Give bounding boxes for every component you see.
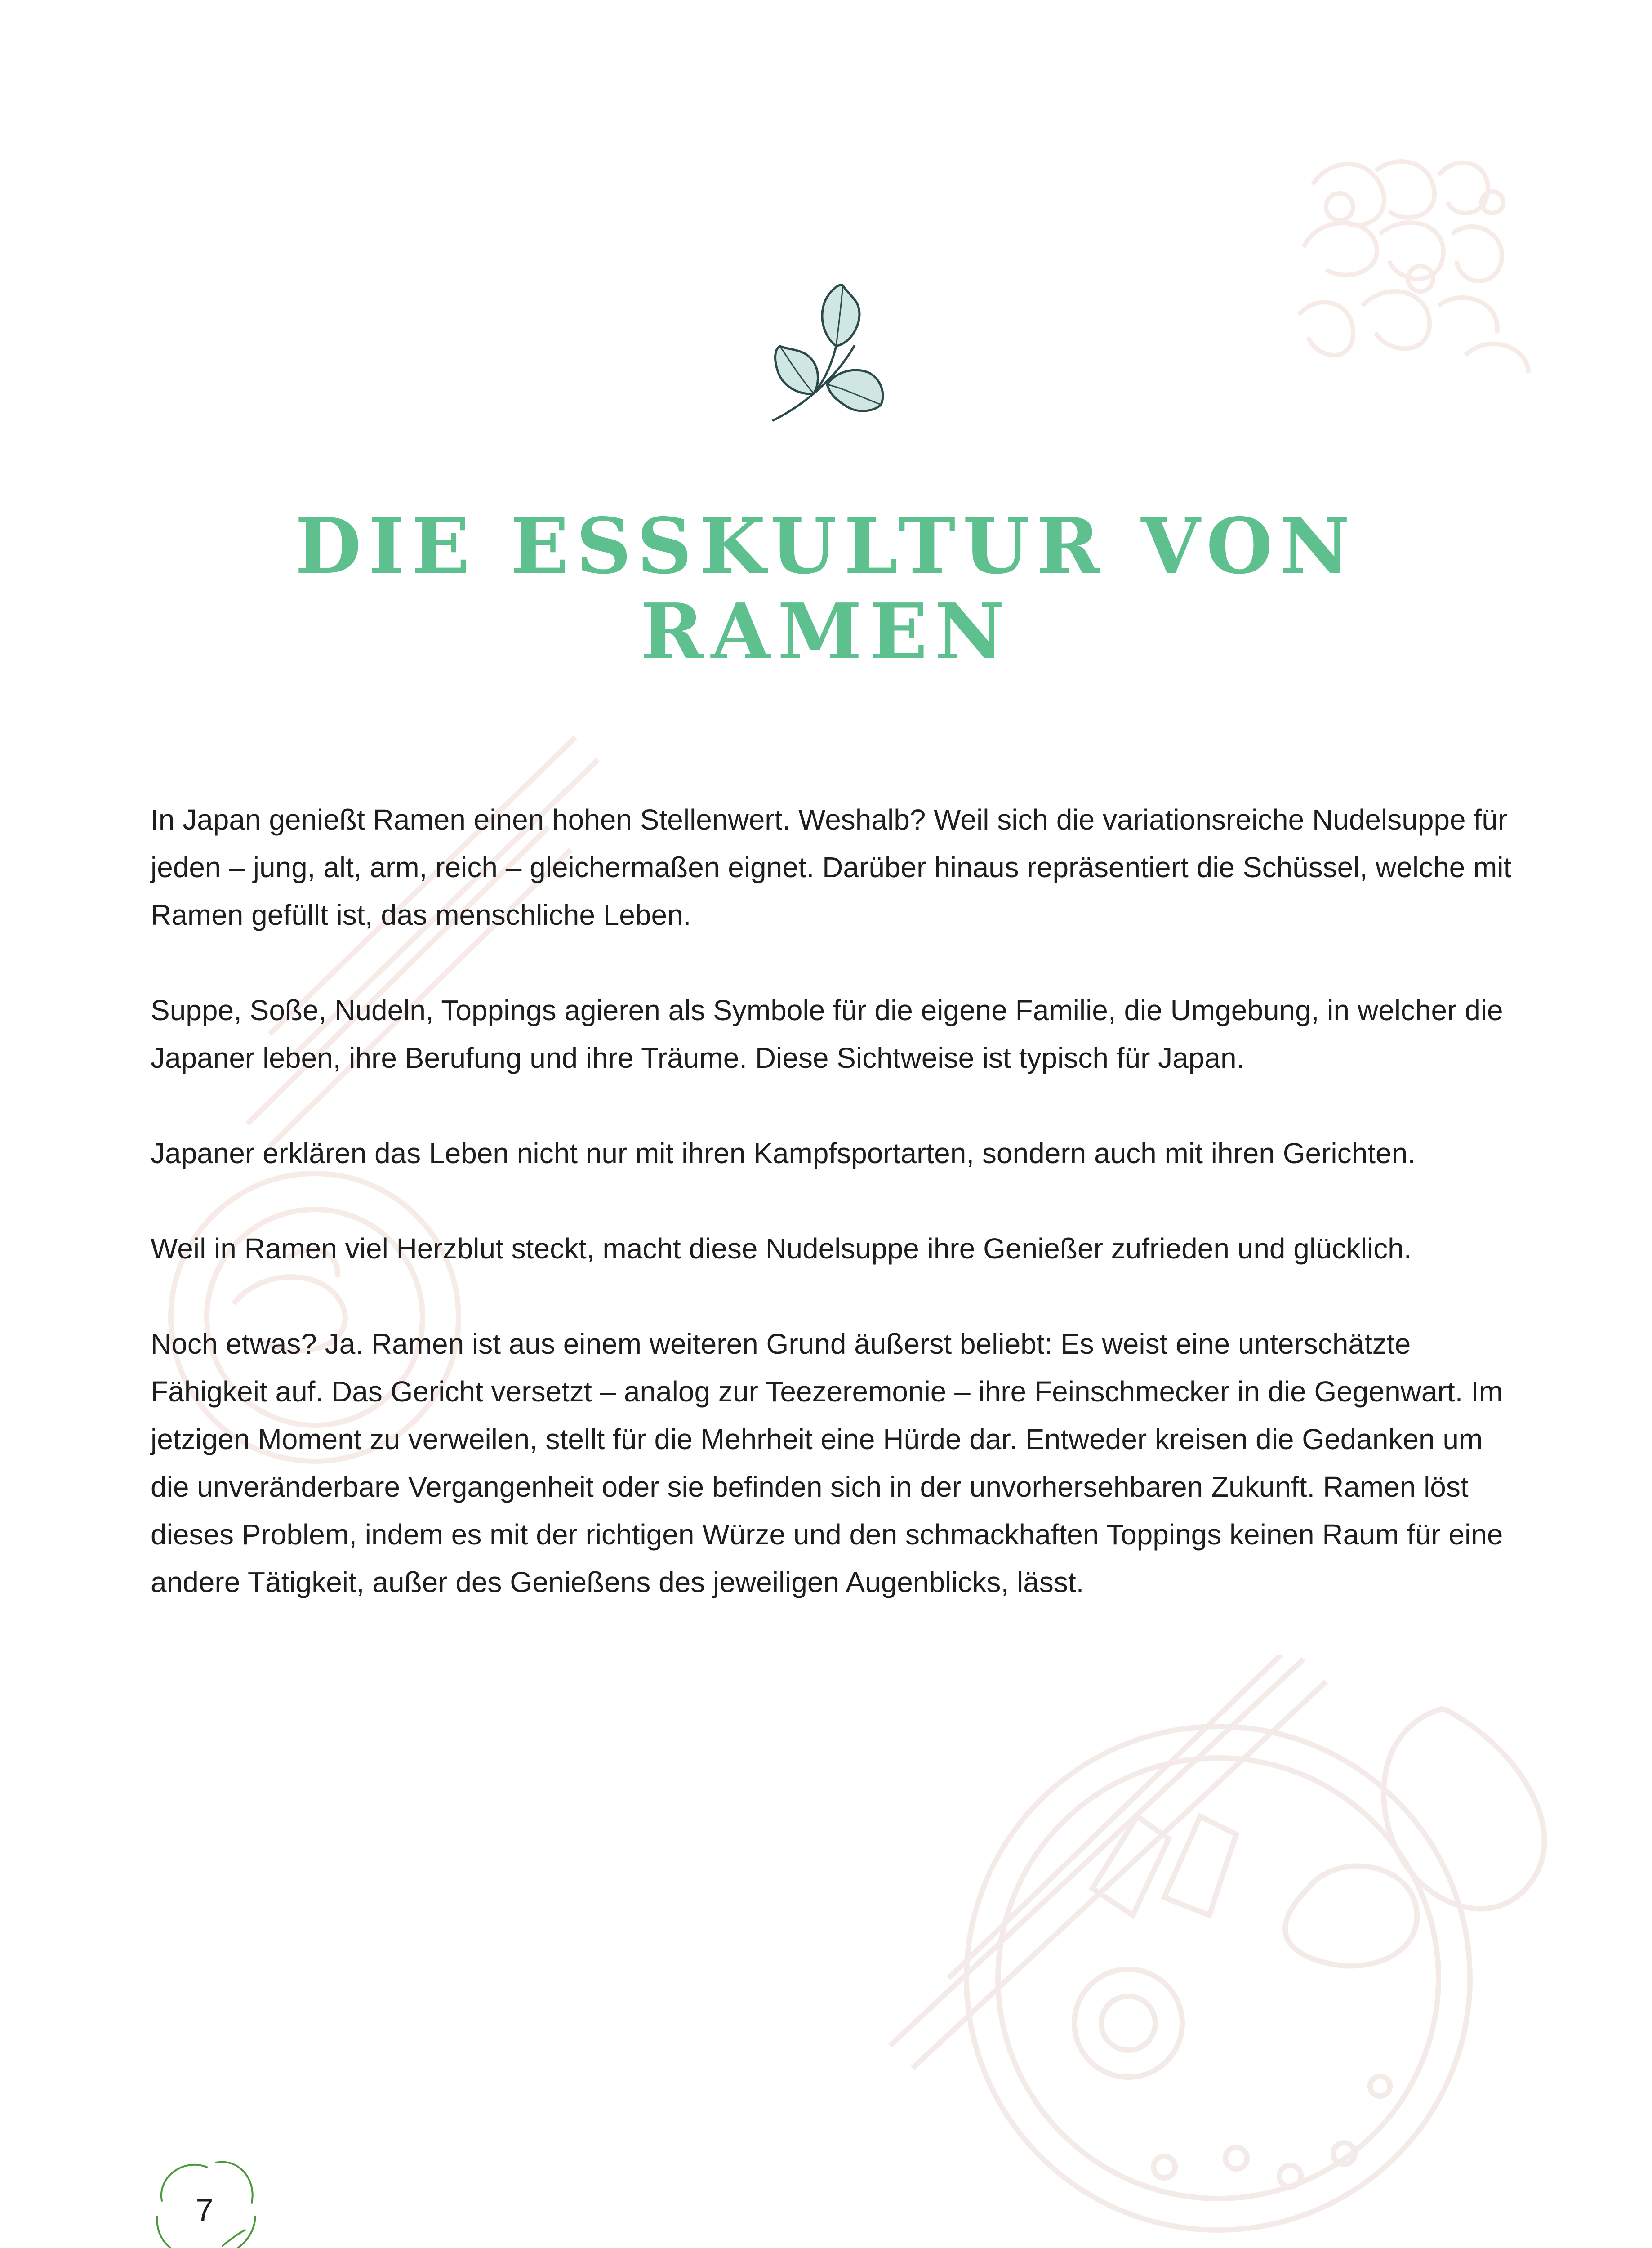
paragraph: Weil in Ramen viel Herzblut steckt, macht diese Nudelsuppe ihre Genießer zufrieden und glücklich. xyxy=(151,1232,1412,1265)
page-number-badge xyxy=(144,2149,265,2248)
page-title xyxy=(202,501,1450,677)
noodles-icon xyxy=(1286,144,1546,396)
page-title-line-1: DIE ESSKULTUR VON xyxy=(295,501,1357,591)
paragraph: In Japan genießt Ramen einen hohen Stellenwert. Weshalb? Weil sich die variationsreiche Nudelsuppe für jeden – jung, alt, arm, reich – gleichermaßen eignet. Darüber hinaus repräsentiert die Schüssel, welche mit Ramen gefüllt ist, das menschliche Leben. xyxy=(151,803,1512,931)
paragraph: Japaner erklären das Leben nicht nur mit ihren Kampfsportarten, sondern auch mit ihren Gerichten. xyxy=(151,1137,1416,1169)
page-number: 7 xyxy=(196,2192,214,2227)
leaf-icon xyxy=(746,283,890,432)
ramen-bowl-icon xyxy=(877,1655,1551,2248)
body-text xyxy=(151,796,1522,1606)
paragraph: Noch etwas? Ja. Ramen ist aus einem weiteren Grund äußerst beliebt: Es weist eine unterschätzte Fähigkeit auf. Das Gericht versetzt – analog zur Teezeremonie – ihre Feinschmecker in die Gegenwart. Im jetzigen Moment zu verweilen, stellt für die Mehrheit eine Hürde dar. Entweder kreisen die Gedanken um die unveränderbare Vergangenheit oder sie befinden sich in der unvorhersehbaren Zukunft. Ramen löst dieses Problem, indem es mit der richtigen Würze und den schmackhaften Toppings keinen Raum für eine andere Tätigkeit, außer des Genießens des jeweiligen Augenblicks, lässt. xyxy=(151,1328,1503,1598)
page-title-line-2: RAMEN xyxy=(640,587,1012,677)
paragraph: Suppe, Soße, Nudeln, Toppings agieren als Symbole für die eigene Familie, die Umgebung, in welcher die Japaner leben, ihre Berufung und ihre Träume. Diese Sichtweise ist typisch für Japan. xyxy=(151,994,1503,1074)
